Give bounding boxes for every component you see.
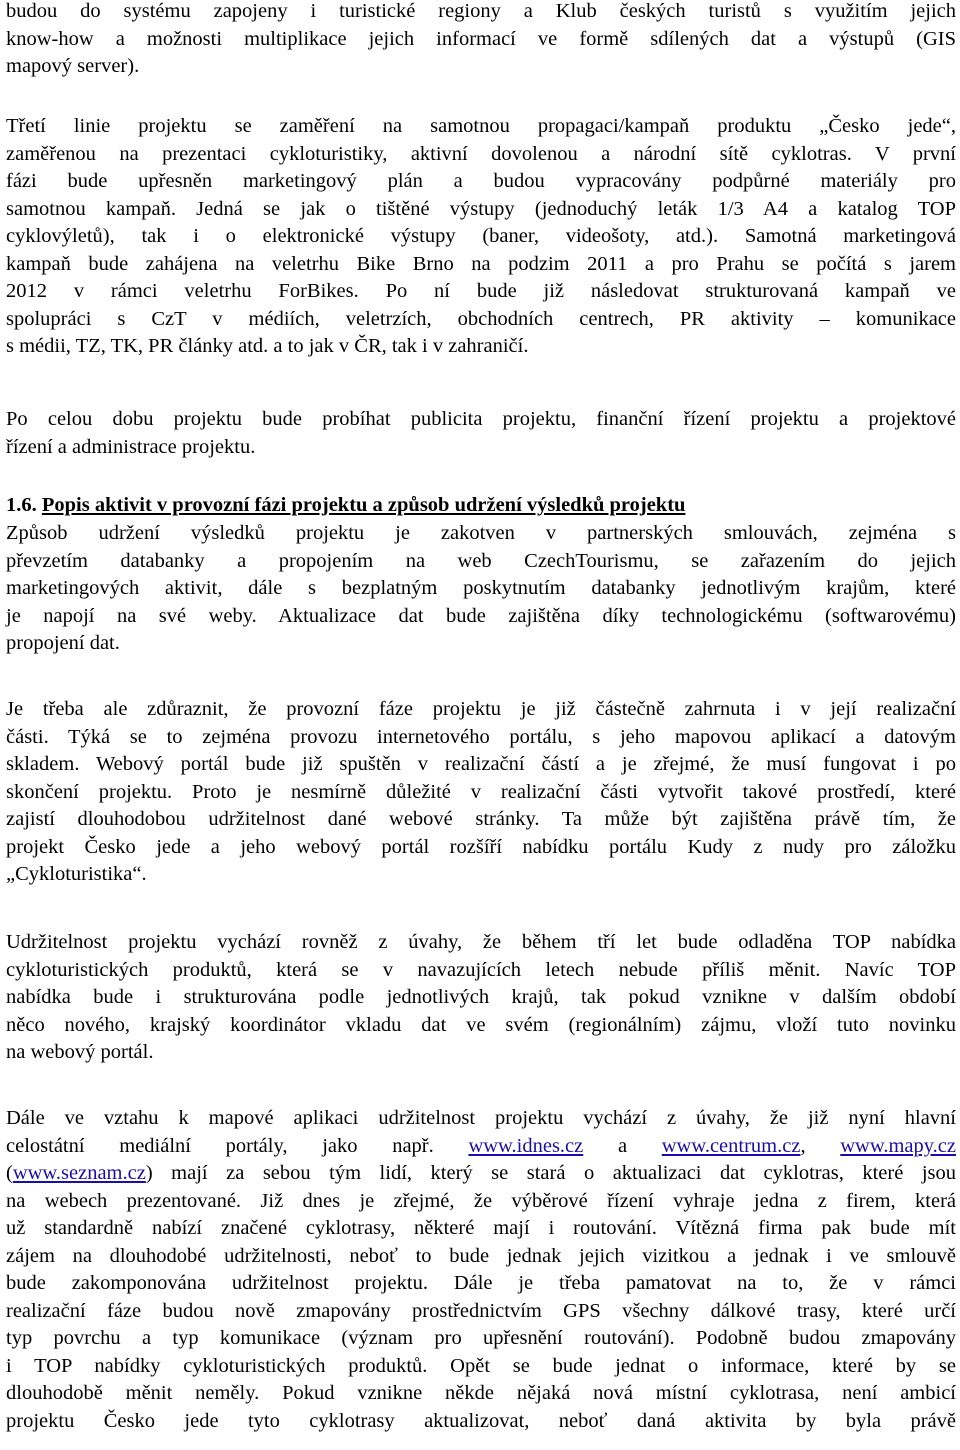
text-line: skončení projektu. Proto je nesmírně důležité v realizační části vytvořit takové prostředí, které [6,780,956,803]
text-line: na webech prezentované. Již dnes je zřejmé, že výběrové řízení vyhraje jedna z firem, která [6,1189,956,1212]
link-centrum[interactable]: www.centrum.cz [661,1134,801,1157]
text-line: cyklovýletů), tak i o elektronické výstupy (baner, videošoty, atd.). Samotná marketingová [6,225,956,247]
text-line: samotnou kampaň. Jedná se jak o tištěné výstupy (jednoduchý leták 1/3 A4 a katalog TOP [6,197,956,220]
section-number: 1.6. [6,494,37,516]
text-line: nabídka bude i strukturována podle jednotlivých krajů, tak pokud vznikne v dalším období [6,986,956,1008]
text-span: ) mají za sebou tým lidí, který se stará o aktualizaci dat cyklotras, které jsou [145,1162,956,1184]
text-line: spolupráci s CzT v médiích, veletrzích, obchodních centrech, PR aktivity – komunikace [6,307,956,330]
text-line: skladem. Webový portál bude již spuštěn v realizační částí a je zřejmé, že musí fungovat i po [6,753,956,775]
link-mapy[interactable]: www.mapy.cz [840,1134,956,1157]
text-line: na webový portál. [6,1041,154,1063]
paragraph-map-application [6,1105,956,1435]
text-line: Udržitelnost projektu vychází rovněž z úvahy, že během tří let bude odladěna TOP nabídka [6,931,956,953]
paragraph-sustainability [6,520,956,658]
section-title: Popis aktivit v provozní fázi projektu a způsob udržení výsledků projektu [41,494,686,516]
text-line: i TOP nabídky cykloturistických produktů. Opět se bude jednat o informace, které by se [6,1354,956,1377]
text-line: mapový server). [6,55,140,77]
section-heading-line [6,492,956,520]
text-line: Po celou dobu projektu bude probíhat publicita projektu, finanční řízení projektu a projektové [6,408,956,430]
section-heading [6,492,956,520]
text-line: dlouhodobě měnit neměly. Pokud vznikne někde nějaká nová místní cyklotrasa, není ambicí [6,1382,956,1404]
text-line: převzetím databanky a propojením na web CzechTourismu, se zařazením do jejich [6,549,956,572]
paragraph-operational-phase [6,696,956,889]
text-line: zajistí dlouhodobou udržitelnost dané webové stránky. Ta může být zajištěna právě tím, že [6,808,956,830]
text-span: celostátní mediální portály, jako např. [6,1134,469,1157]
text-line: cykloturistických produktů, která se v navazujících letech nebude příliš měnit. Navíc TOP [6,958,956,981]
text-line: zaměřenou na prezentaci cykloturistiky, aktivní dovolenou a národní sítě cyklotras. V první [6,142,956,165]
paragraph-regional-offer [6,929,956,1067]
text-line: marketingových aktivit, dále s bezplatným poskytnutím databanky jednotlivým krajům, které [6,577,956,599]
text-line-with-links [6,1133,956,1161]
text-line: části. Týká se to zejména provozu internetového portálu, s jeho mapovou aplikací a datovým [6,725,956,748]
text-line: realizační fáze budou nově zmapovány prostřednictvím GPS všechny dálkové trasy, které určí [6,1299,956,1322]
text-span: ( [6,1162,13,1184]
text-line: už standardně nabízí značené cyklotrasy, některé mají i routování. Vítězná firma pak bude mít [6,1217,956,1239]
paragraph-third-line [6,113,956,361]
text-line: Způsob udržení výsledků projektu je zakotven v partnerských smlouvách, zejména s [6,522,956,544]
text-line: know-how a možnosti multiplikace jejich informací ve formě sdílených dat a výstupů (GIS [6,27,956,50]
text-line: Je třeba ale zdůraznit, že provozní fáze projektu je již částečně zahrnuta i v její realizační [6,698,956,720]
text-line: 2012 v rámci veletrhu ForBikes. Po ní bude již následovat strukturovaná kampaň ve [6,280,956,302]
text-line: projekt Česko jede a jeho webový portál rozšíří nabídku portálu Kudy z nudy pro záložku [6,835,956,858]
text-line: zájem na dlouhodobé udržitelnosti, neboť to bude jednak jejich vizitkou a jednak i ve smlouvě [6,1244,956,1267]
text-span: , [800,1134,841,1157]
paragraph-publicity [6,406,956,461]
text-line: typ povrchu a typ komunikace (význam pro upřesnění routování). Podobně budou zmapovány [6,1327,956,1349]
text-line: kampaň bude zahájena na veletrhu Bike Brno na podzim 2011 a pro Prahu se počítá s jarem [6,252,956,275]
text-line: propojení dat. [6,632,120,654]
text-line: projektu Česko jede tyto cyklotrasy aktualizovat, neboť daná aktivita by byla právě [6,1409,956,1432]
text-line: s médii, TZ, TK, PR články atd. a to jak v ČR, tak i v zahraničí. [6,335,529,357]
text-line: „Cykloturistika“. [6,863,147,885]
text-line: něco nového, krajský koordinátor vkladu dat ve svém (regionálním) zájmu, vloží tuto novinku [6,1013,956,1036]
text-line: bude zakomponována udržitelnost projektu. Dále je třeba pamatovat na to, že v rámci [6,1272,956,1294]
link-idnes[interactable]: www.idnes.cz [468,1134,584,1157]
text-line-with-links [6,1160,956,1188]
text-span: a [583,1134,662,1157]
text-line: Třetí linie projektu se zaměření na samotnou propagaci/kampaň produktu „Česko jede“, [6,115,956,137]
text-line: je napojí na své weby. Aktualizace dat bude zajištěna díky technologickému (softwarovému) [6,604,956,627]
text-line: Dále ve vztahu k mapové aplikaci udržitelnost projektu vychází z úvahy, že již nyní hlavní [6,1107,956,1129]
paragraph-intro-continuation [6,0,956,81]
link-seznam[interactable]: www.seznam.cz [12,1162,146,1184]
text-line: řízení a administrace projektu. [6,435,256,458]
text-line: budou do systému zapojeny i turistické regiony a Klub českých turistů s využitím jejich [6,0,956,22]
text-line: fázi bude upřesněn marketingový plán a budou vypracovány podpůrné materiály pro [6,170,956,192]
